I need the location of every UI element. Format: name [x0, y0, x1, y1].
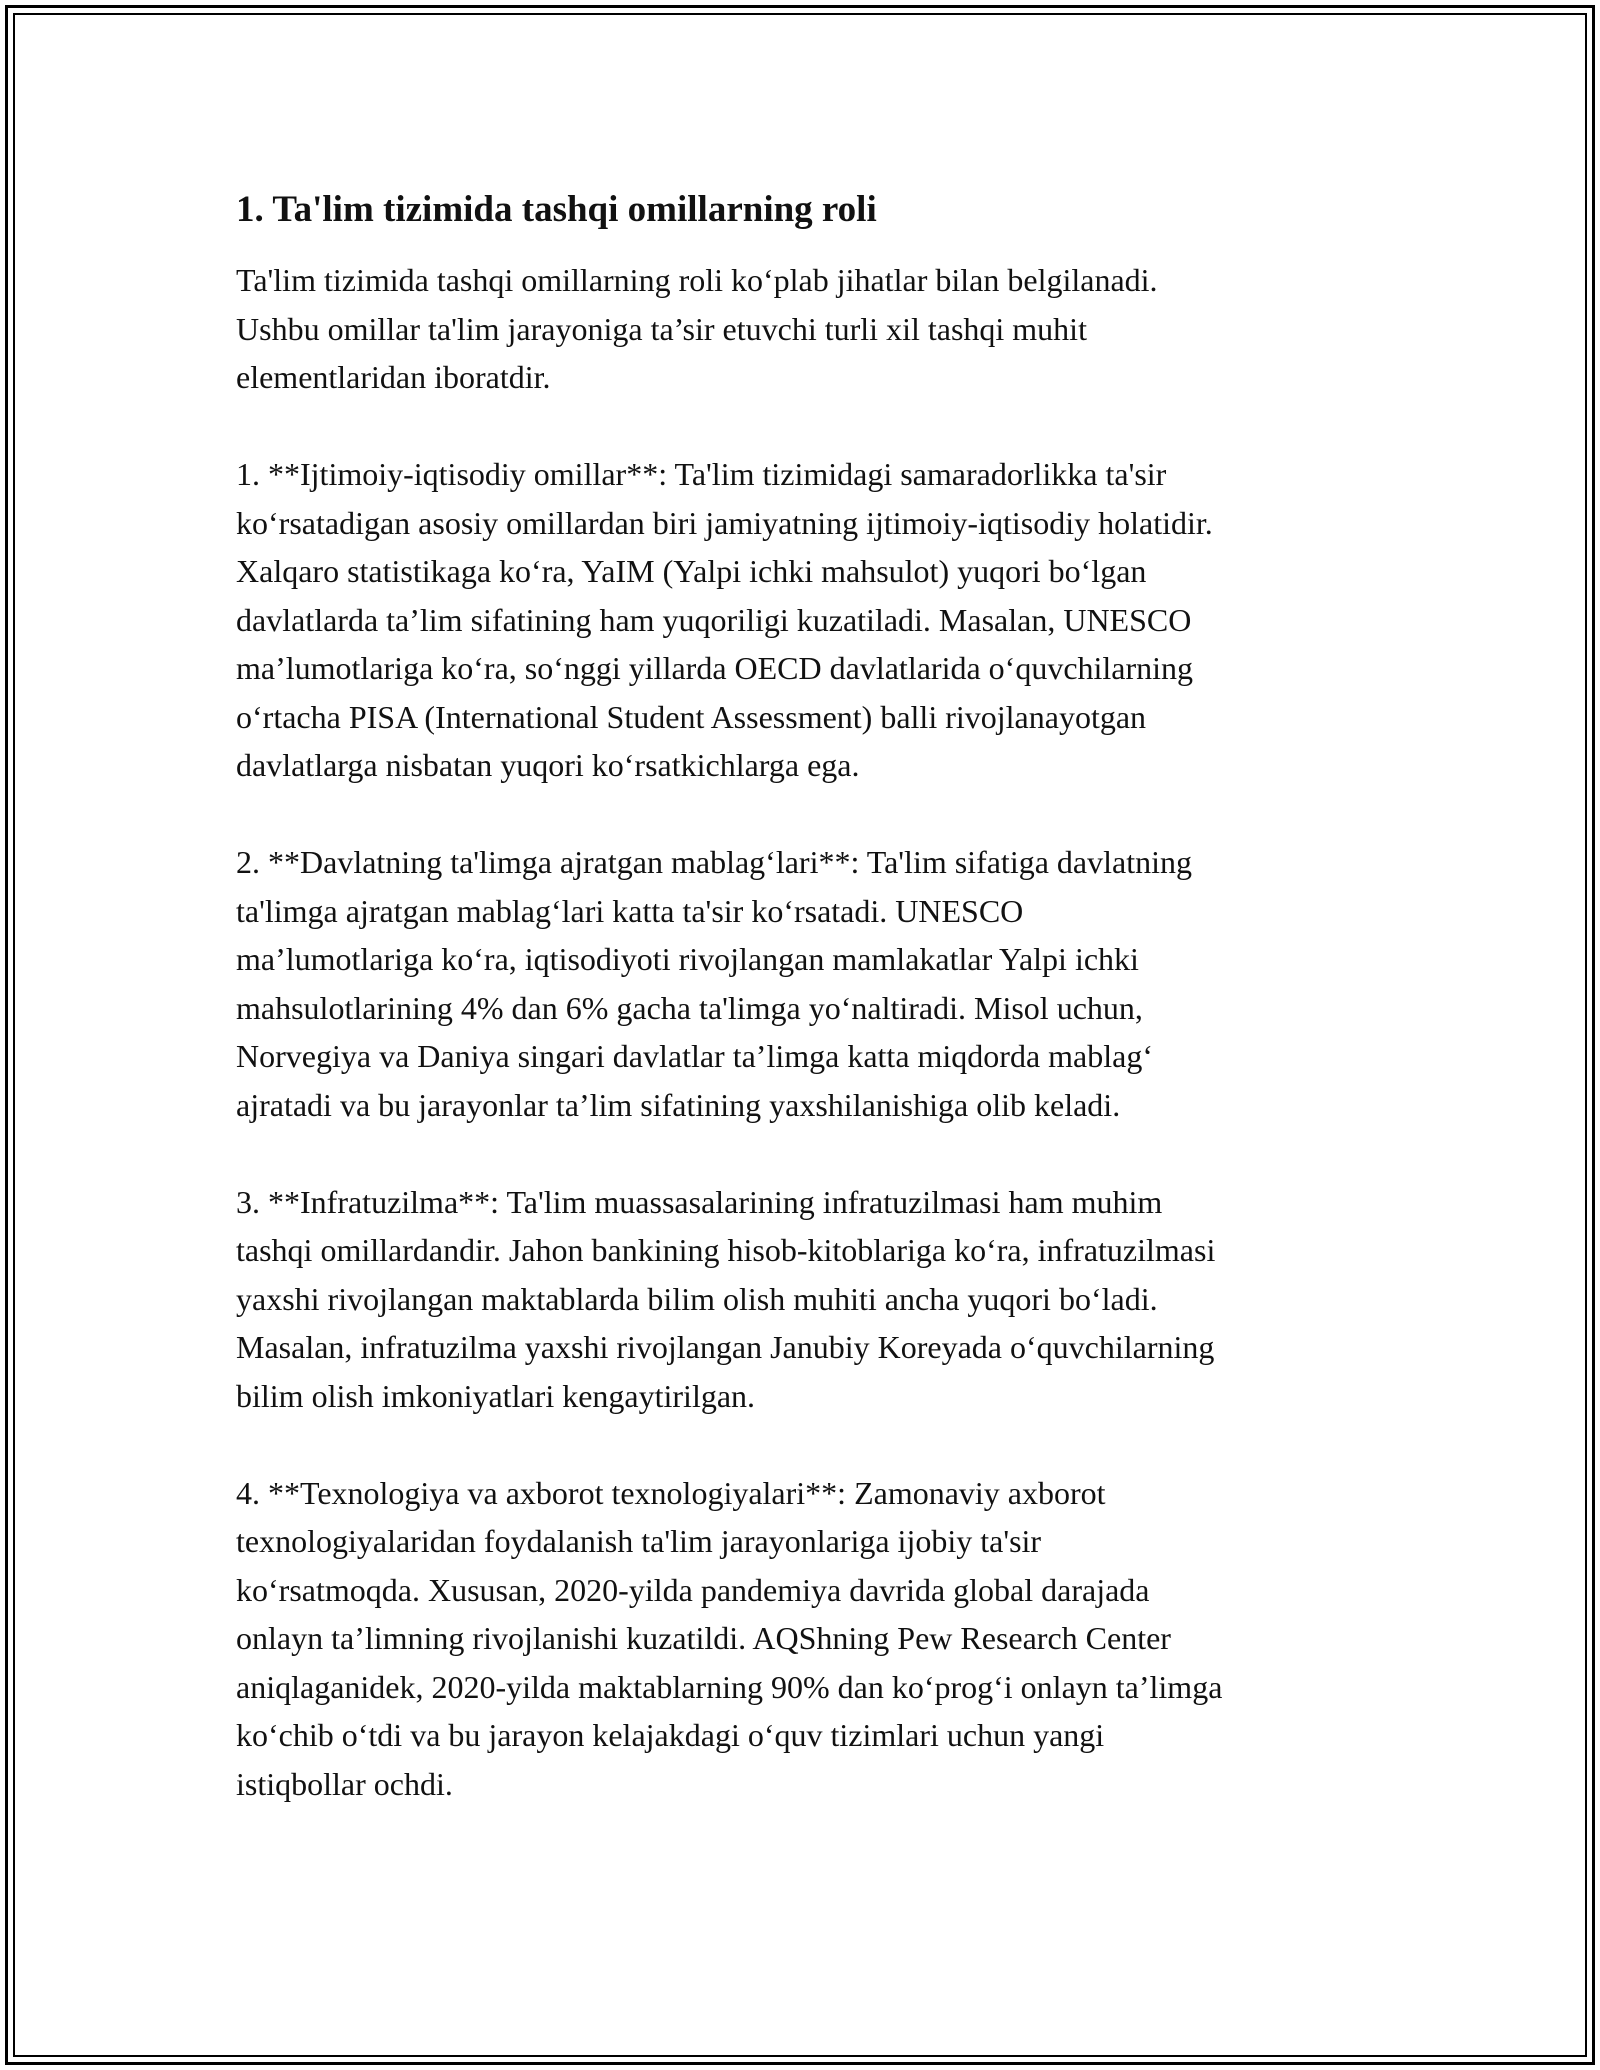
intro-paragraph	[236, 256, 1376, 402]
text-line: tashqi omillardandir. Jahon bankining hisob-kitoblariga ko‘ra, infratuzilmasi	[236, 1232, 1216, 1268]
text-line: ko‘rsatmoqda. Xususan, 2020-yilda pandemiya davrida global darajada	[236, 1571, 1150, 1608]
text-line: yaxshi rivojlangan maktablarda bilim olish muhiti ancha yuqori bo‘ladi.	[236, 1280, 1158, 1317]
text-line: bilim olish imkoniyatlari kengaytirilgan.	[236, 1377, 756, 1414]
text-line: Ushbu omillar ta'lim jarayoniga ta’sir etuvchi turli xil tashqi muhit	[236, 310, 1087, 347]
text-line: Ta'lim tizimida tashqi omillarning roli ko‘plab jihatlar bilan belgilanadi.	[236, 262, 1158, 298]
text-line: Xalqaro statistikaga ko‘ra, YaIM (Yalpi ichki mahsulot) yuqori bo‘lgan	[236, 553, 1147, 589]
text-line: 1. **Ijtimoiy-iqtisodiy omillar**: Ta'lim tizimidagi samaradorlikka ta'sir	[236, 456, 1167, 492]
text-line: 3. **Infratuzilma**: Ta'lim muassasalarining infratuzilmasi ham muhim	[236, 1183, 1163, 1220]
item-socioeconomic-paragraph	[236, 450, 1376, 790]
item-technology-paragraph	[236, 1469, 1376, 1809]
text-line: ta'limga ajratgan mablag‘lari katta ta'sir ko‘rsatadi. UNESCO	[236, 892, 1024, 929]
text-line: ajratadi va bu jarayonlar ta’lim sifatining yaxshilanishiga olib keladi.	[236, 1086, 1121, 1123]
text-line: onlayn ta’limning rivojlanishi kuzatildi. AQShning Pew Research Center	[236, 1620, 1171, 1656]
text-line: davlatlarda ta’lim sifatining ham yuqoriligi kuzatiladi. Masalan, UNESCO	[236, 601, 1192, 638]
section-heading: 1. Ta'lim tizimida tashqi omillarning roli	[236, 189, 877, 230]
text-line: 4. **Texnologiya va axborot texnologiyalari**: Zamonaviy axborot	[236, 1474, 1106, 1511]
text-line: texnologiyalaridan foydalanish ta'lim jarayonlariga ijobiy ta'sir	[236, 1523, 1042, 1559]
text-line: mahsulotlarining 4% dan 6% gacha ta'limga yo‘naltiradi. Misol uchun,	[236, 989, 1143, 1026]
text-line: 2. **Davlatning ta'limga ajratgan mablag‘lari**: Ta'lim sifatiga davlatning	[236, 844, 1192, 880]
item-state-funding-paragraph	[236, 838, 1376, 1129]
text-line: Norvegiya va Daniya singari davlatlar ta’limga katta miqdorda mablag‘	[236, 1038, 1153, 1074]
document-body	[236, 186, 1376, 1857]
text-line: Masalan, infratuzilma yaxshi rivojlangan Janubiy Koreyada o‘quvchilarning	[236, 1329, 1215, 1365]
text-line: elementlaridan iboratdir.	[236, 359, 551, 395]
text-line: ko‘chib o‘tdi va bu jarayon kelajakdagi o‘quv tizimlari uchun yangi	[236, 1717, 1105, 1753]
text-line: o‘rtacha PISA (International Student Assessment) balli rivojlanayotgan	[236, 698, 1147, 735]
text-line: ma’lumotlariga ko‘ra, so‘nggi yillarda OECD davlatlarida o‘quvchilarning	[236, 650, 1194, 686]
text-line: ma’lumotlariga ko‘ra, iqtisodiyoti rivojlangan mamlakatlar Yalpi ichki	[236, 941, 1139, 977]
text-line: istiqbollar ochdi.	[236, 1765, 453, 1802]
text-line: ko‘rsatadigan asosiy omillardan biri jamiyatning ijtimoiy-iqtisodiy holatidir.	[236, 504, 1213, 541]
item-infrastructure-paragraph	[236, 1178, 1376, 1421]
text-line: aniqlaganidek, 2020-yilda maktablarning 90% dan ko‘prog‘i onlayn ta’limga	[236, 1668, 1223, 1705]
text-line: davlatlarga nisbatan yuqori ko‘rsatkichlarga ega.	[236, 747, 860, 783]
